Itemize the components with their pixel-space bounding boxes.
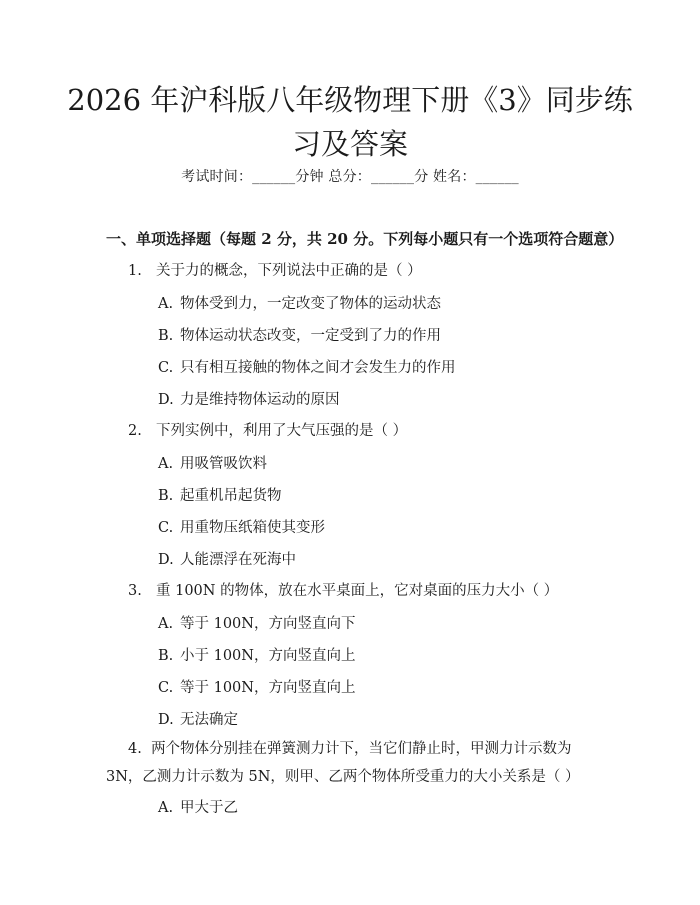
question-2-option-b xyxy=(158,484,282,505)
question-3-option-a xyxy=(158,612,355,633)
option-text: 用重物压纸箱使其变形 xyxy=(180,520,325,536)
question-2-option-a xyxy=(158,452,267,473)
option-text: 人能漂浮在死海中 xyxy=(180,552,296,568)
option-text: 甲大于乙 xyxy=(180,800,238,816)
question-2 xyxy=(128,418,407,444)
document-title: 2026 年沪科版八年级物理下册《3》同步练习及答案 xyxy=(67,83,633,161)
question-text: 重 100N 的物体，放在水平桌面上，它对桌面的压力大小（ ） xyxy=(156,583,559,599)
question-number: 2. xyxy=(128,423,142,439)
option-label: D. xyxy=(158,392,174,408)
question-text: 关于力的概念，下列说法中正确的是（ ） xyxy=(156,263,422,279)
option-text: 起重机吊起货物 xyxy=(180,488,282,504)
exam-meta-line: 考试时间：______分钟 总分：______分 姓名：______ xyxy=(181,169,519,185)
option-label: D. xyxy=(158,712,174,728)
option-label: B. xyxy=(158,328,174,344)
option-text: 无法确定 xyxy=(180,712,238,728)
question-1-option-b xyxy=(158,324,441,345)
question-number: 1. xyxy=(128,263,142,279)
option-label: D. xyxy=(158,552,174,568)
option-text: 等于 100N，方向竖直向下 xyxy=(180,616,356,632)
question-1-option-d xyxy=(158,388,340,409)
question-text: 两个物体分别挂在弹簧测力计下，当它们静止时，甲测力计示数为 3N，乙测力计示数为 5N，则甲、乙两个物体所受重力的大小关系是（ ） xyxy=(106,741,580,785)
question-number: 4. xyxy=(128,741,142,757)
option-text: 物体运动状态改变，一定受到了力的作用 xyxy=(180,328,441,344)
option-label: C. xyxy=(158,680,174,696)
question-2-option-c xyxy=(158,516,325,537)
option-text: 力是维持物体运动的原因 xyxy=(180,392,340,408)
option-label: A. xyxy=(158,456,174,472)
option-text: 等于 100N，方向竖直向上 xyxy=(180,680,356,696)
option-text: 只有相互接触的物体之间才会发生力的作用 xyxy=(180,360,456,376)
question-1 xyxy=(128,258,422,284)
question-1-option-c xyxy=(158,356,456,377)
option-label: C. xyxy=(158,360,174,376)
option-label: C. xyxy=(158,520,174,536)
option-text: 物体受到力，一定改变了物体的运动状态 xyxy=(180,296,441,312)
option-label: A. xyxy=(158,616,174,632)
question-4 xyxy=(106,735,594,791)
question-3-option-c xyxy=(158,676,355,697)
question-4-option-a xyxy=(158,796,238,817)
question-number: 3. xyxy=(128,583,142,599)
question-1-option-a xyxy=(158,292,441,313)
option-label: B. xyxy=(158,488,174,504)
option-label: B. xyxy=(158,648,174,664)
question-3 xyxy=(128,578,558,604)
question-text: 下列实例中，利用了大气压强的是（ ） xyxy=(156,423,408,439)
option-text: 用吸管吸饮料 xyxy=(180,456,267,472)
section-heading: 一、单项选择题（每题 2 分，共 20 分。下列每小题只有一个选项符合题意） xyxy=(106,230,624,248)
option-text: 小于 100N，方向竖直向上 xyxy=(180,648,356,664)
question-3-option-d xyxy=(158,708,238,729)
option-label: A. xyxy=(158,296,174,312)
option-label: A. xyxy=(158,800,174,816)
question-3-option-b xyxy=(158,644,355,665)
question-2-option-d xyxy=(158,548,296,569)
